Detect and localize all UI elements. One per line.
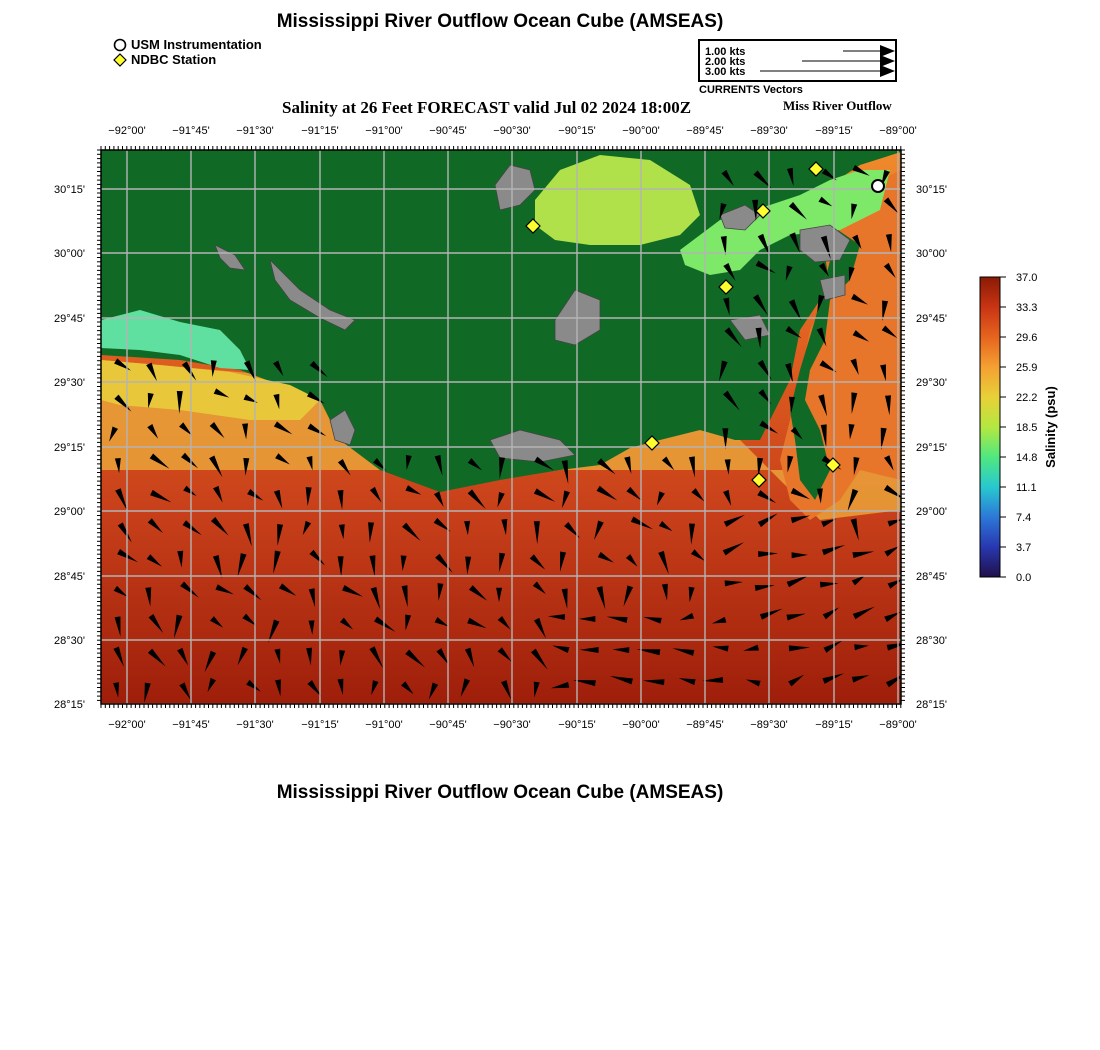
colorbar-label: Salinity (psu) [1043,386,1058,468]
latitude-tick-label: 28°45' [54,571,85,583]
longitude-tick-label: −89°15' [815,125,853,137]
vector-key-entry: 1.00 kts [705,46,746,58]
latitude-tick-label: 29°45' [916,313,947,325]
longitude-tick-label: −90°00' [622,719,660,731]
longitude-tick-label: −89°30' [750,125,788,137]
colorbar-tick-label: 33.3 [1016,302,1038,314]
longitude-tick-label: −89°45' [686,719,724,731]
longitude-tick-label: −91°45' [172,125,210,137]
vector-key-entry: 3.00 kts [705,66,746,78]
colorbar-tick-label: 7.4 [1016,512,1032,524]
latitude-tick-label: 29°15' [916,442,947,454]
longitude-tick-label: −90°15' [558,125,596,137]
latitude-tick-label: 29°45' [54,313,85,325]
longitude-tick-label: −90°45' [429,125,467,137]
bottom-title: Mississippi River Outflow Ocean Cube (AMSEAS) [276,782,724,803]
longitude-tick-label: −89°45' [686,125,724,137]
colorbar-tick-label: 29.6 [1016,332,1038,344]
map-title: Mississippi River Outflow Ocean Cube (AMSEAS) [276,11,724,32]
longitude-tick-label: −91°30' [236,125,274,137]
longitude-tick-label: −90°30' [493,125,531,137]
map-subtitle: Salinity at 26 Feet FORECAST valid Jul 02 2024 18:00Z [282,98,692,117]
longitude-tick-label: −91°15' [301,125,339,137]
colorbar [980,277,1000,577]
longitude-tick-label: −90°00' [622,125,660,137]
latitude-tick-label: 29°15' [54,442,85,454]
longitude-tick-label: −91°30' [236,719,274,731]
legend-label: NDBC Station [131,52,217,67]
latitude-tick-label: 29°00' [54,506,85,518]
region-label: Miss River Outflow [783,98,892,113]
colorbar-tick-label: 3.7 [1016,542,1032,554]
longitude-tick-label: −89°15' [815,719,853,731]
vector-key-caption: CURRENTS Vectors [699,84,803,96]
longitude-tick-label: −92°00' [108,719,146,731]
longitude-tick-label: −91°00' [365,125,403,137]
latitude-tick-label: 30°15' [916,184,947,196]
longitude-tick-label: −91°00' [365,719,403,731]
longitude-tick-label: −90°15' [558,719,596,731]
longitude-tick-label: −90°45' [429,719,467,731]
latitude-tick-label: 29°30' [54,377,85,389]
latitude-tick-label: 30°00' [916,248,947,260]
colorbar-tick-label: 37.0 [1016,272,1038,284]
longitude-tick-label: −91°45' [172,719,210,731]
latitude-tick-label: 29°00' [916,506,947,518]
colorbar-tick-label: 22.2 [1016,392,1038,404]
colorbar-tick-label: 0.0 [1016,572,1032,584]
colorbar-tick-label: 11.1 [1016,482,1037,494]
latitude-tick-label: 29°30' [916,377,947,389]
colorbar-tick-label: 14.8 [1016,452,1038,464]
colorbar-tick-label: 18.5 [1016,422,1038,434]
latitude-tick-label: 28°45' [916,571,947,583]
longitude-tick-label: −91°15' [301,719,339,731]
latitude-tick-label: 30°00' [54,248,85,260]
vector-key-entry: 2.00 kts [705,56,746,68]
colorbar-tick-label: 25.9 [1016,362,1038,374]
latitude-tick-label: 30°15' [54,184,85,196]
longitude-tick-label: −89°00' [879,125,917,137]
longitude-tick-label: −92°00' [108,125,146,137]
latitude-tick-label: 28°30' [916,635,947,647]
latitude-tick-label: 28°15' [54,699,85,711]
longitude-tick-label: −89°00' [879,719,917,731]
usm-instrument-marker [872,180,884,192]
longitude-tick-label: −89°30' [750,719,788,731]
longitude-tick-label: −90°30' [493,719,531,731]
legend-label: USM Instrumentation [131,37,262,52]
latitude-tick-label: 28°30' [54,635,85,647]
latitude-tick-label: 28°15' [916,699,947,711]
